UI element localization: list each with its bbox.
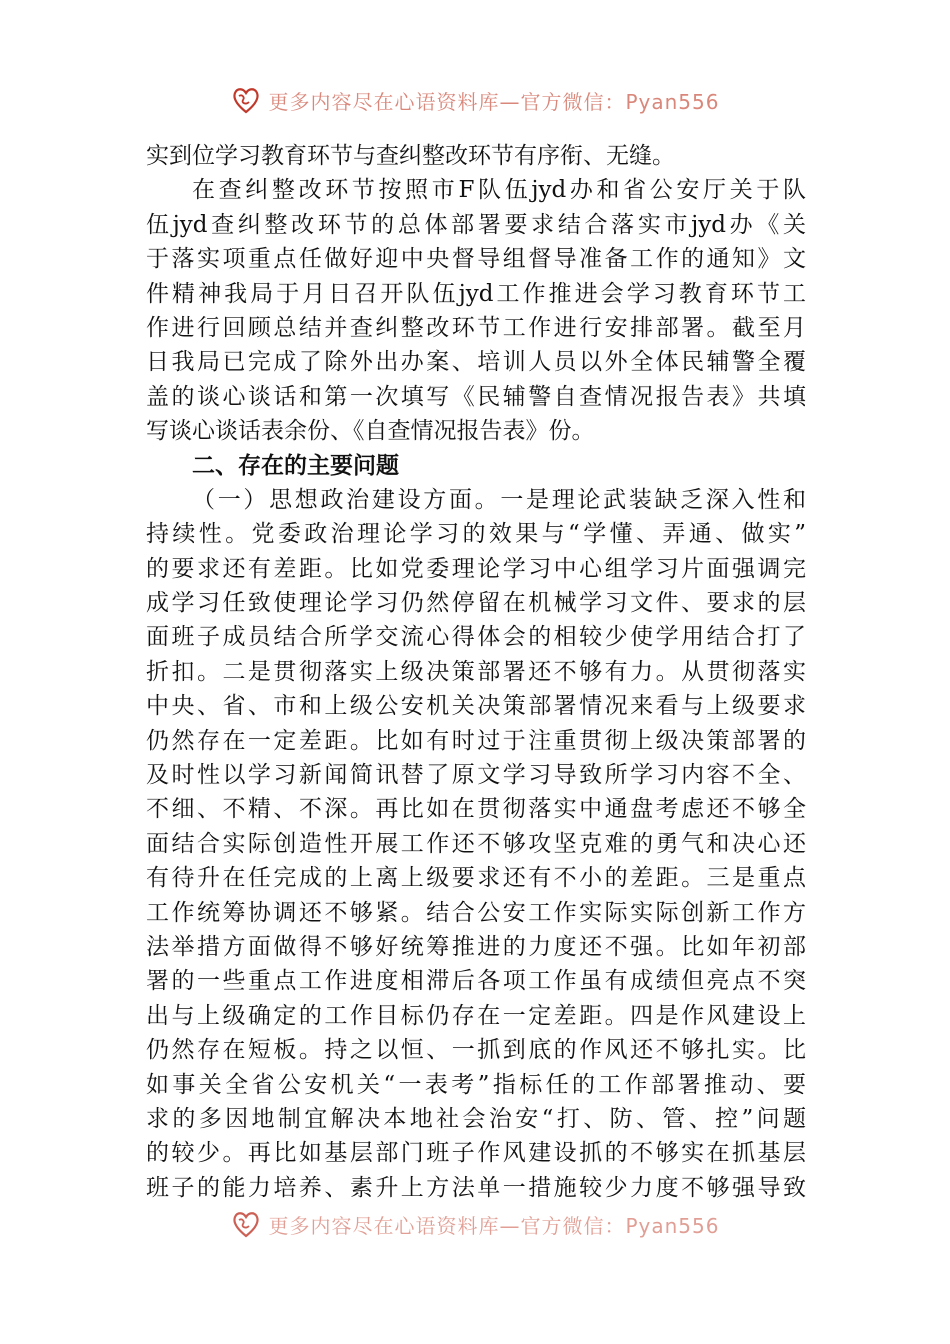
text-line: 法举措方面做得不够好统筹推进的力度还不强。比如年初部 <box>146 933 806 960</box>
watermark-header <box>0 84 950 116</box>
text-line: 在查纠整改环节按照市F队伍jyd办和省公安厅关于队 <box>192 177 806 204</box>
text-line: 实到位学习教育环节与查纠整改环节有序衔、无缝。 <box>146 143 675 169</box>
text-line: 成学习任致使理论学习仍然停留在机械学习文件、要求的层 <box>146 590 806 617</box>
watermark-text: 更多内容尽在心语资料库—官方微信：Pyan556 <box>268 1213 720 1238</box>
document-body <box>146 139 806 1205</box>
text-line: 于落实项重点任做好迎中央督导组督导准备工作的通知》文 <box>146 246 806 273</box>
text-line: 署的一些重点工作进度相滞后各项工作虽有成绩但亮点不突 <box>146 968 806 995</box>
text-line: 件精神我局于月日召开队伍jyd工作推进会学习教育环节工 <box>146 280 806 307</box>
heart-logo-icon <box>230 1208 262 1240</box>
section-heading: 二、存在的主要问题 <box>192 452 399 479</box>
paragraph-problems <box>146 483 806 1205</box>
text-line: （一）思想政治建设方面。一是理论武装缺乏深入性和 <box>192 486 806 513</box>
watermark-text: 更多内容尽在心语资料库—官方微信：Pyan556 <box>268 89 720 114</box>
text-line: 班子的能力培养、素升上方法单一措施较少力度不够强导致 <box>146 1174 806 1201</box>
paragraph-continuation <box>146 139 806 173</box>
text-line: 面结合实际创造性开展工作还不够攻坚克难的勇气和决心还 <box>146 830 806 857</box>
text-line: 有待升在任完成的上离上级要求还有不小的差距。三是重点 <box>146 865 806 892</box>
heart-logo-icon <box>230 84 262 116</box>
text-line: 如事关全省公安机关“一表考”指标任的工作部署推动、要 <box>146 1071 806 1098</box>
text-line: 及时性以学习新闻简讯替了原文学习导致所学习内容不全、 <box>146 762 806 789</box>
text-line: 中央、省、市和上级公安机关决策部署情况来看与上级要求 <box>146 693 806 720</box>
text-line: 写谈心谈话表余份、《自查情况报告表》份。 <box>146 418 595 445</box>
paragraph-rectification <box>146 173 806 448</box>
text-line: 伍jyd查纠整改环节的总体部署要求结合落实市jyd办《关 <box>146 211 806 238</box>
text-line: 仍然存在短板。持之以恒、一抓到底的作风还不够扎实。比 <box>146 1037 806 1064</box>
text-line: 折扣。二是贯彻落实上级决策部署还不够有力。从贯彻落实 <box>146 658 806 685</box>
text-line: 作进行回顾总结并查纠整改环节工作进行安排部署。截至月 <box>146 314 806 341</box>
text-line: 面班子成员结合所学交流心得体会的相较少使学用结合打了 <box>146 624 806 651</box>
text-line: 盖的谈心谈话和第一次填写《民辅警自查情况报告表》共填 <box>146 383 806 410</box>
watermark-footer <box>0 1208 950 1240</box>
text-line: 仍然存在一定差距。比如有时过于注重贯彻上级决策部署的 <box>146 727 806 754</box>
text-line: 日我局已完成了除外出办案、培训人员以外全体民辅警全覆 <box>146 349 806 376</box>
text-line: 持续性。党委政治理论学习的效果与“学懂、弄通、做实” <box>146 521 806 548</box>
text-line: 出与上级确定的工作目标仍存在一定差距。四是作风建设上 <box>146 1002 806 1029</box>
text-line: 的要求还有差距。比如党委理论学习中心组学习片面强调完 <box>146 555 806 582</box>
text-line: 工作统筹协调还不够紧。结合公安工作实际实际创新工作方 <box>146 899 806 926</box>
text-line: 不细、不精、不深。再比如在贯彻落实中通盘考虑还不够全 <box>146 796 806 823</box>
text-line: 求的多因地制宜解决本地社会治安“打、防、管、控”问题 <box>146 1105 806 1132</box>
text-line: 的较少。再比如基层部门班子作风建设抓的不够实在抓基层 <box>146 1140 806 1167</box>
